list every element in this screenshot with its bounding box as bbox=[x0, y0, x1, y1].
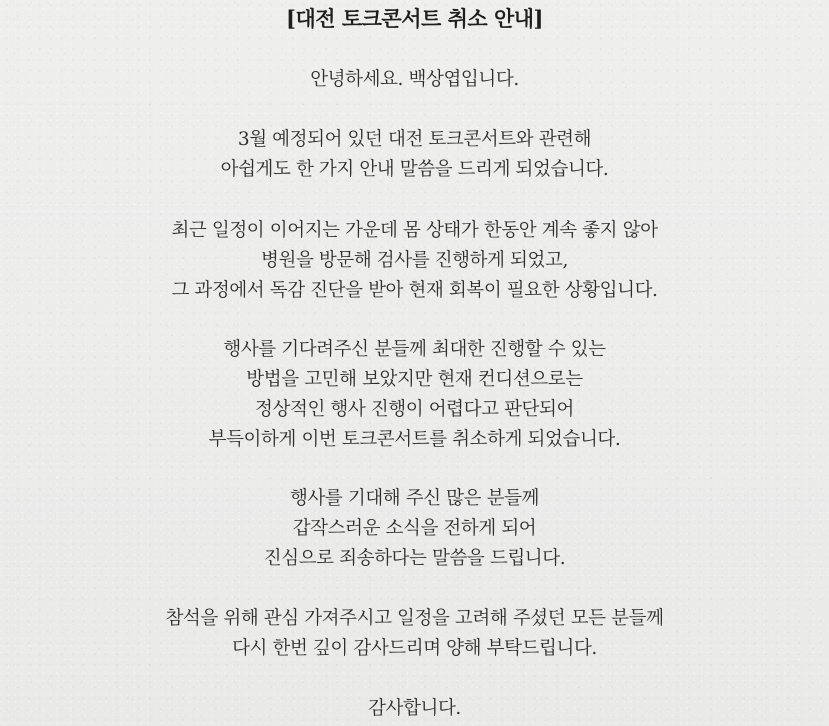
greeting-line: 안녕하세요. 백상엽입니다. bbox=[310, 69, 519, 90]
paragraph4-line2: 갑작스러운 소식을 전하게 되어 bbox=[292, 518, 537, 539]
closing-line: 감사합니다. bbox=[368, 698, 461, 719]
paragraph5-line1: 참석을 위해 관심 가져주시고 일정을 고려해 주셨던 모든 분들께 bbox=[165, 608, 664, 629]
paragraph3-line2: 방법을 고민해 보았지만 현재 컨디션으로는 bbox=[246, 369, 583, 390]
paragraph2-line1: 최근 일정이 이어지는 가운데 몸 상태가 한동안 계속 좋지 않아 bbox=[171, 220, 658, 241]
paragraph4-line3: 진심으로 죄송하다는 말씀을 드립니다. bbox=[263, 548, 566, 569]
paragraph2-line3: 그 과정에서 독감 진단을 받아 현재 회복이 필요한 상황입니다. bbox=[171, 280, 658, 301]
paragraph1-line1: 3월 예정되어 있던 대전 토크콘서트와 관련해 bbox=[237, 129, 592, 150]
paragraph1-line2: 아쉽게도 한 가지 안내 말씀을 드리게 되었습니다. bbox=[220, 159, 609, 180]
notice-title: [대전 토크콘서트 취소 안내] bbox=[286, 6, 543, 31]
paragraph3-line3: 정상적인 행사 진행이 어렵다고 판단되어 bbox=[255, 399, 574, 420]
paragraph5-line2: 다시 한번 깊이 감사드리며 양해 부탁드립니다. bbox=[232, 638, 597, 659]
paragraph2-line2: 병원을 방문해 검사를 진행하게 되었고, bbox=[261, 250, 568, 271]
paragraph3-line4: 부득이하게 이번 토크콘서트를 취소하게 되었습니다. bbox=[208, 429, 621, 450]
paragraph3-line1: 행사를 기다려주신 분들께 최대한 진행할 수 있는 bbox=[223, 339, 606, 360]
paragraph4-line1: 행사를 기대해 주신 많은 분들께 bbox=[289, 488, 540, 509]
